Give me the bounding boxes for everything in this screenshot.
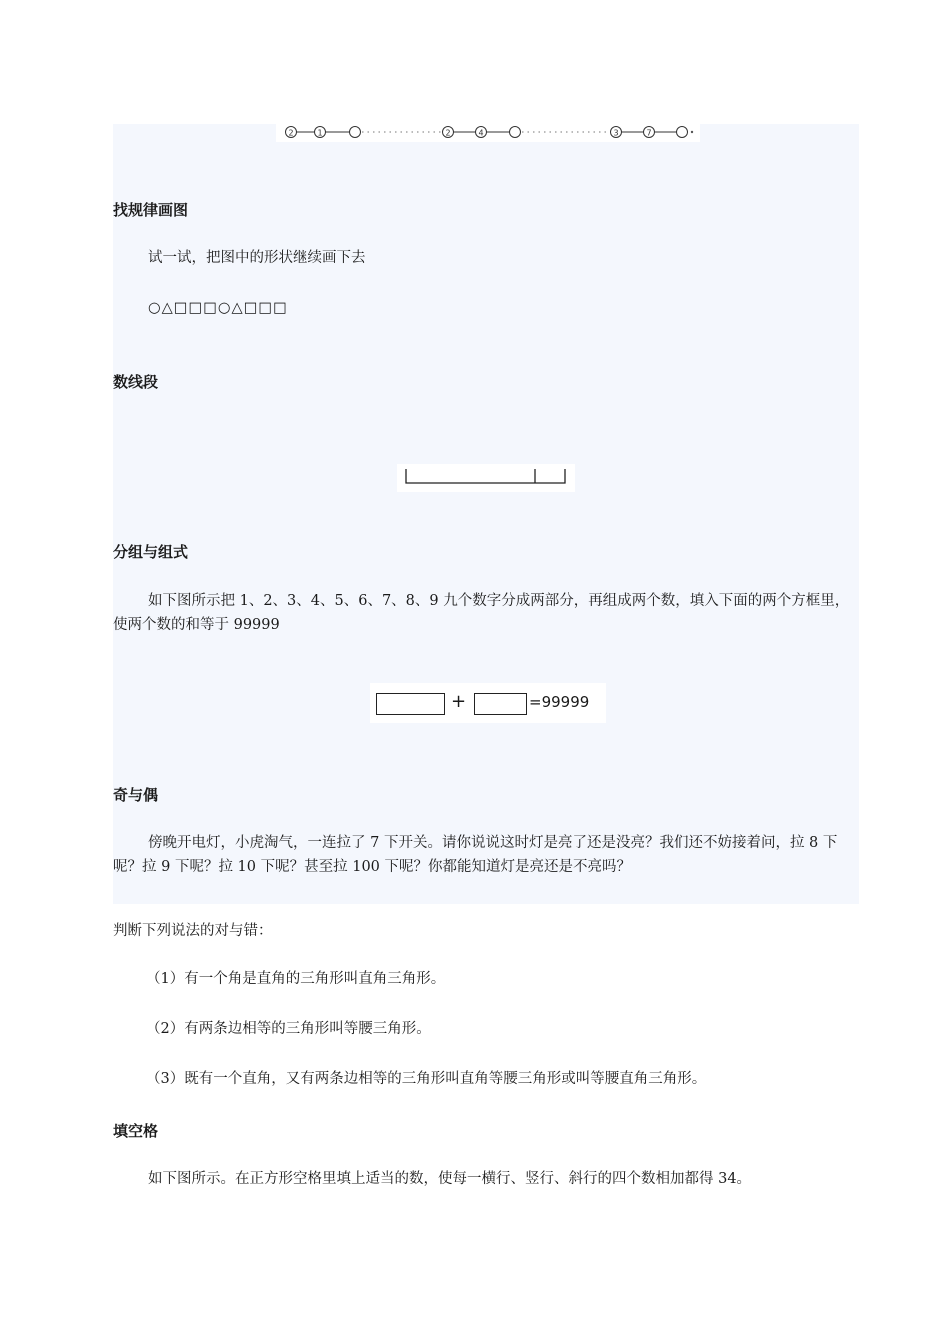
section-title-odd-even: 奇与偶: [113, 786, 159, 804]
grouping-problem: 如下图所示把 1、2、3、4、5、6、7、8、9 九个数字分成两部分，再组成两个数，填入下面的两个方框里，使两个数的和等于 99999: [113, 593, 850, 633]
answer-box-1: [376, 693, 445, 715]
number-chain-figure: [276, 122, 700, 142]
pattern-instruction: 试一试，把图中的形状继续画下去: [148, 250, 366, 266]
judge-intro: 判断下列说法的对与错：: [113, 923, 273, 939]
section-title-number-line: 数线段: [113, 373, 159, 391]
judge-item-1: （1）有一个角是直角的三角形叫直角三角形。: [146, 971, 446, 987]
chain-node-1-1: 2: [288, 128, 294, 138]
equation-result: =99999: [529, 693, 590, 711]
answer-box-2: [474, 693, 527, 715]
pattern-shapes: ○△□□□○△□□□: [148, 300, 288, 316]
chain-node-1-2: 1: [317, 128, 323, 138]
judge-item-2: （2）有两条边相等的三角形叫等腰三角形。: [146, 1021, 431, 1037]
fill-grid-problem: 如下图所示。在正方形空格里填上适当的数，使每一横行、竖行、斜行的四个数相加都得 34。: [148, 1171, 752, 1187]
odd-even-problem: 傍晚开电灯，小虎淘气，一连拉了 7 下开关。请你说说这时灯是亮了还是没亮？我们还不妨接着问，拉 8 下呢？拉 9 下呢？拉 10 下呢？甚至拉 100 下呢？你都能知道灯是亮还是不亮吗？: [113, 835, 838, 875]
chain-node-2-2: 4: [478, 128, 484, 138]
judge-item-3: （3）既有一个直角，又有两条边相等的三角形叫直角等腰三角形或叫等腰直角三角形。: [146, 1071, 707, 1087]
chain-node-2-1: 2: [445, 128, 451, 138]
line-segment-figure: [397, 464, 575, 492]
section-title-fill-grid: 填空格: [113, 1122, 159, 1140]
chain-node-3-2: 7: [646, 128, 652, 138]
section-title-grouping: 分组与组式: [113, 543, 189, 561]
highlight-panel: [113, 124, 859, 904]
section-title-pattern: 找规律画图: [113, 201, 189, 219]
sum-equation-figure: [370, 683, 606, 723]
chain-node-3-1: 3: [613, 128, 619, 138]
plus-sign: +: [451, 691, 467, 712]
